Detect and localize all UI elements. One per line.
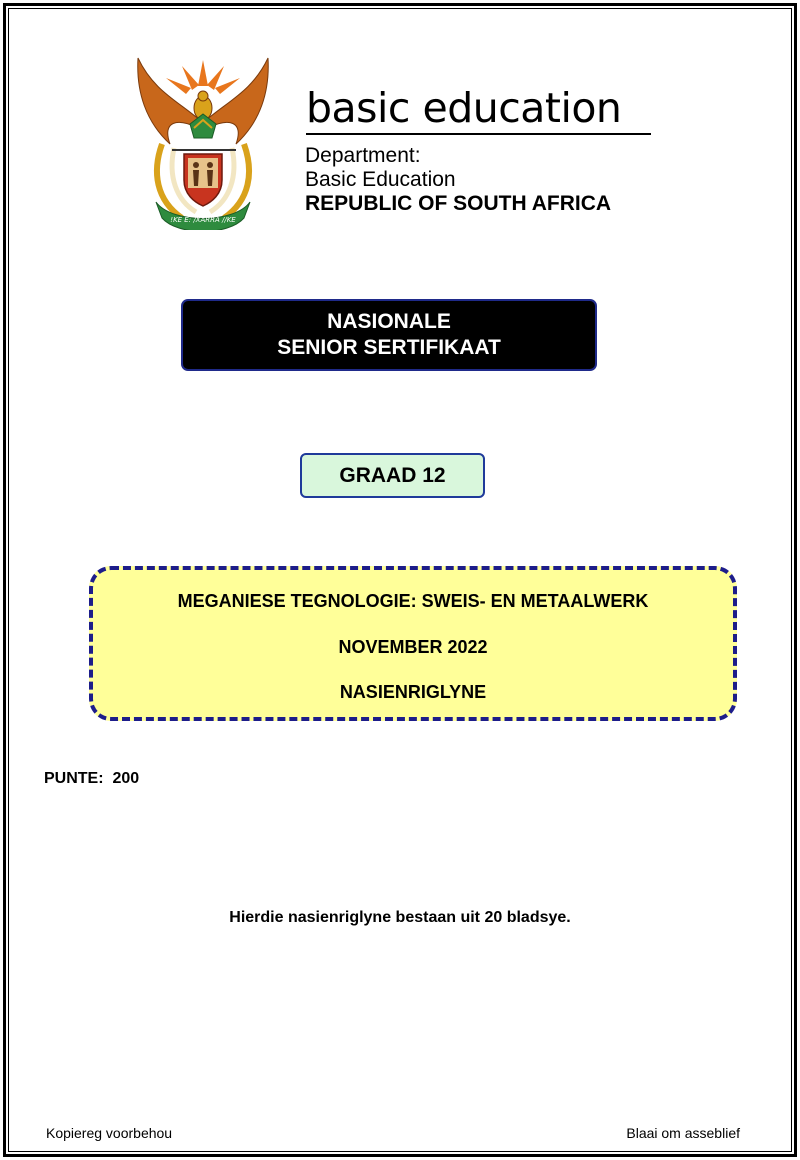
- certificate-line-2: SENIOR SERTIFIKAAT: [277, 336, 501, 359]
- certificate-line-1: NASIONALE: [327, 310, 451, 333]
- total-marks: PUNTE: 200: [44, 770, 140, 787]
- coat-of-arms-logo: [132, 52, 274, 230]
- subject-title: MEGANIESE TEGNOLOGIE: SWEIS- EN METAALWERK: [177, 591, 649, 611]
- department-name: Basic Education: [305, 168, 456, 191]
- exam-session: NOVEMBER 2022: [338, 637, 488, 657]
- department-info: [305, 144, 611, 216]
- document-type: NASIENRIGLYNE: [339, 682, 487, 702]
- crest-motto-text: !KE E: /XARRA //KE: [170, 216, 236, 224]
- grade-badge: GRAAD 12: [300, 453, 485, 498]
- department-label: Department:: [305, 144, 421, 167]
- brand-title: basic education: [306, 84, 622, 132]
- copyright-footer: Kopiereg voorbehou: [46, 1125, 173, 1141]
- country-name: REPUBLIC OF SOUTH AFRICA: [305, 192, 612, 215]
- subject-panel: [89, 566, 737, 721]
- sun-rays: [166, 60, 240, 94]
- certificate-banner: [181, 299, 597, 371]
- brand-block: [306, 84, 621, 132]
- page-count-note: Hierdie nasienriglyne bestaan uit 20 bladsye.: [229, 909, 571, 926]
- brand-divider: [306, 133, 651, 135]
- turn-over-footer: Blaai om asseblief: [626, 1125, 740, 1141]
